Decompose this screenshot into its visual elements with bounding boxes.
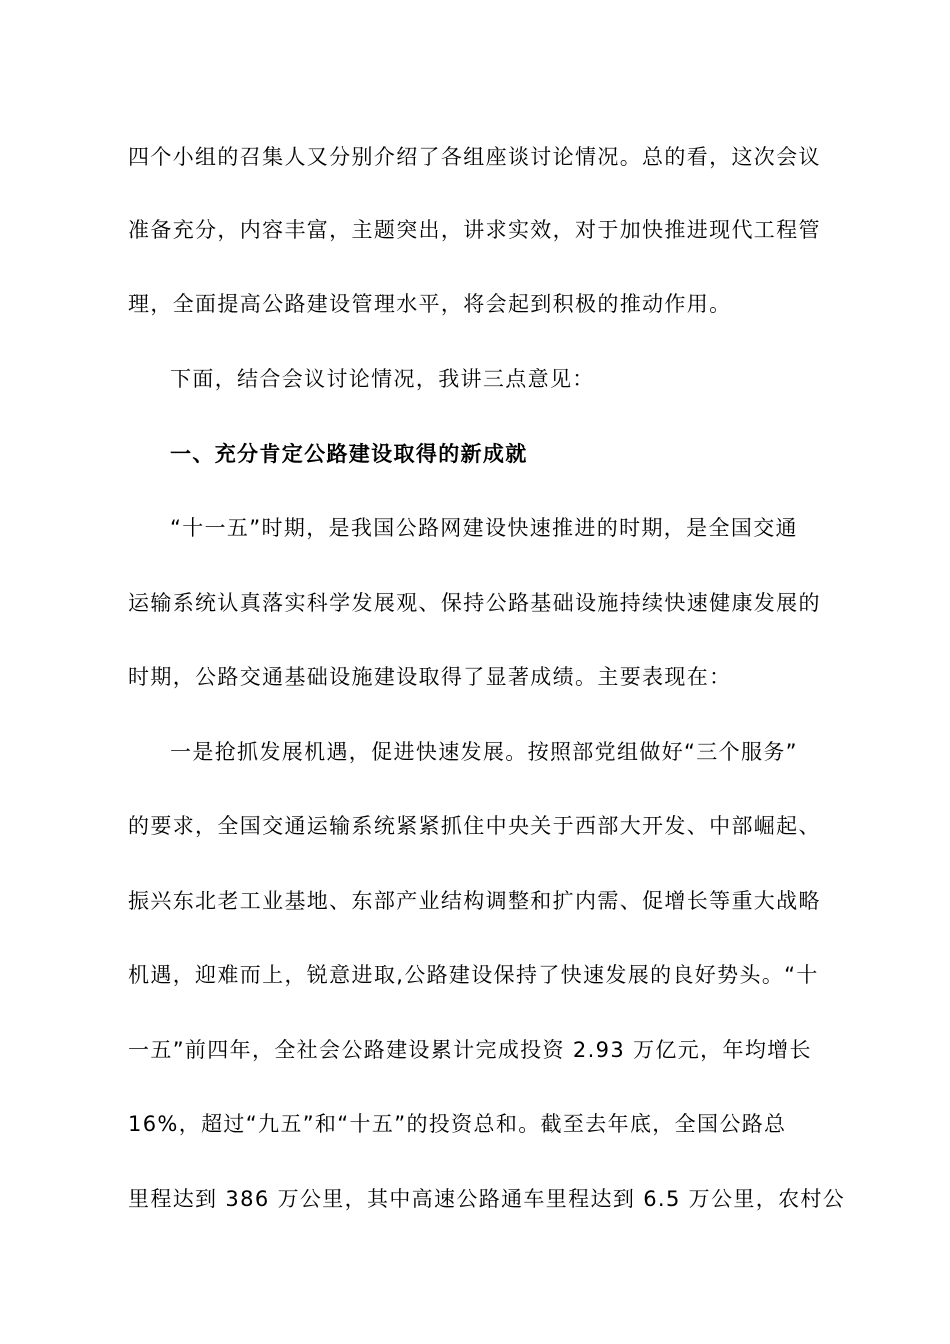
- paragraph-line: “十一五”时期，是我国公路网建设快速推进的时期，是全国交通: [170, 516, 798, 540]
- paragraph-line: 一是抢抓发展机遇，促进快速发展。按照部党组做好“三个服务”: [170, 740, 798, 764]
- paragraph-line: 四个小组的召集人又分别介绍了各组座谈讨论情况。总的看，这次会议: [128, 145, 821, 169]
- paragraph-line: 一五”前四年，全社会公路建设累计完成投资 2.93 万亿元，年均增长: [128, 1038, 812, 1062]
- paragraph-line: 准备充分，内容丰富，主题突出，讲求实效，对于加快推进现代工程管: [128, 218, 821, 242]
- paragraph-line: 理，全面提高公路建设管理水平，将会起到积极的推动作用。: [128, 292, 732, 316]
- paragraph-line: 里程达到 386 万公里，其中高速公路通车里程达到 6.5 万公里，农村公: [128, 1187, 846, 1211]
- paragraph-line: 16%，超过“九五”和“十五”的投资总和。截至去年底，全国公路总: [128, 1112, 787, 1136]
- paragraph-line: 时期，公路交通基础设施建设取得了显著成绩。主要表现在：: [128, 665, 732, 689]
- paragraph-line: 机遇，迎难而上，锐意进取,公路建设保持了快速发展的良好势头。“十: [128, 963, 819, 987]
- section-heading: 一、充分肯定公路建设取得的新成就: [170, 442, 528, 466]
- paragraph-line: 下面，结合会议讨论情况，我讲三点意见：: [170, 367, 595, 391]
- paragraph-line: 运输系统认真落实科学发展观、保持公路基础设施持续快速健康发展的: [128, 591, 821, 615]
- paragraph-line: 的要求，全国交通运输系统紧紧抓住中央关于西部大开发、中部崛起、: [128, 814, 821, 838]
- paragraph-line: 振兴东北老工业基地、东部产业结构调整和扩内需、促增长等重大战略: [128, 889, 821, 913]
